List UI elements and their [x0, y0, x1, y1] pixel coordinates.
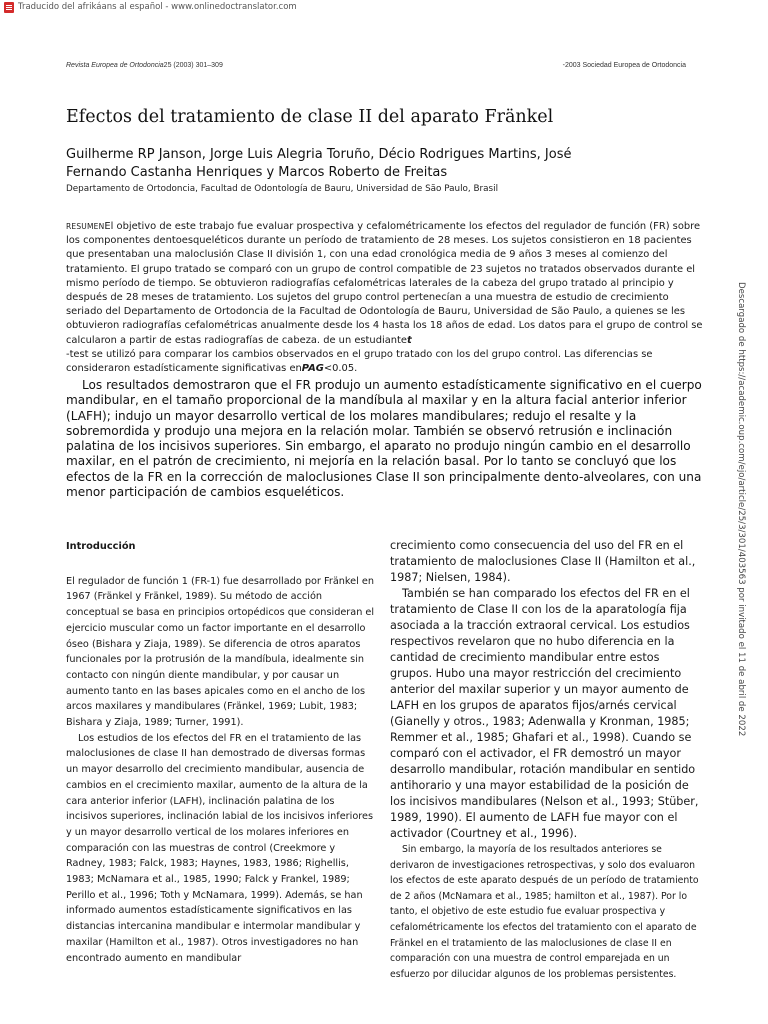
copyright-society: -2003 Sociedad Europea de Ortodoncia	[562, 62, 686, 69]
body-column-left	[66, 539, 376, 966]
intro-paragraph-1: El regulador de función 1 (FR-1) fue desarrollado por Fränkel en 1967 (Fränkel y Fränkel, 1989). Su método de acción conceptual se basa en principios ortopédicos que consideran el ejercicio muscular como un factor importante en el desarrollo óseo (Bishara y Ziaja, 1989). Se diferencia de otros aparatos funcionales por la protrusión de la mandíbula, idealmente sin contacto con ningún diente mandibular, y por causar un aumento tanto en las bases apicales como en el ancho de los arcos maxilares y mandibulares (Fränkel, 1969; Lubit, 1983; Bishara y Ziaja, 1989; Turner, 1991).	[66, 575, 375, 729]
abstract-text-c: <0.05.	[323, 363, 358, 375]
pdf-icon	[4, 2, 14, 13]
author-affiliation: Departamento de Ortodoncia, Facultad de Odontología de Bauru, Universidad de São Paulo, Brasil	[66, 184, 499, 194]
p-symbol: PAG	[301, 363, 324, 375]
intro-paragraph-3: crecimiento como consecuencia del uso del FR en el tratamiento de maloclusiones Clase II (Hamilton et al., 1987; Nielsen, 1984).	[390, 539, 696, 584]
journal-name: Revista Europea de Ortodoncia	[66, 62, 164, 69]
translator-link[interactable]: Traducido del afrikáans al español - www.onlinedoctranslator.com	[18, 2, 297, 12]
intro-paragraph-4: También se han comparado los efectos del FR en el tratamiento de Clase II con los de la aparatología fija asociada a la tracción extraoral cervical. Los estudios respectivos revelaron que no hubo diferencia en la cantidad de crecimiento mandibular entre estos grupos. Hubo una mayor restricción del crecimiento anterior del maxilar superior y un mayor aumento de LAFH en los grupos de aparatos fijos/arnés cervical (Gianelly y otros., 1983; Adenwalla y Kronman, 1985; Remmer et al., 1985; Ghafari et al., 1998). Cuando se comparó con el activador, el FR demostró un mayor desarrollo mandibular, rotación mandibular en sentido antihorario y una mayor estabilidad de la posición de los incisivos mandibulares (Nelson et al., 1993; Stüber, 1989, 1990). El aumento de LAFH fue mayor con el activador (Courtney et al., 1996).	[390, 587, 699, 840]
download-watermark: Descargado de https://academic.oup.com/ejo/article/25/3/301/403563 por invitado el 11 de abril de 2022	[736, 282, 746, 737]
abstract-text-a: El objetivo de este trabajo fue evaluar prospectiva y cefalométricamente los efectos del regulador de función (FR) sobre los componentes dentoesqueléticos durante un período de tratamiento de 28 meses. Los sujetos consistieron en 18 pacientes que presentaban una maloclusión Clase II división 1, con una edad cronológica media de 9 años 3 meses al comienzo del tratamiento. El grupo tratado se comparó con un grupo de control compatible de 23 sujetos no tratados observados durante el mismo período de tiempo. Se obtuvieron radiografías cefalométricas laterales de la cabeza del grupo tratado al principio y después de 28 meses de tratamiento. Los sujetos del grupo control pertenecían a una muestra de estudio de crecimiento seriado del Departamento de Ortodoncia de la Facultad de Odontología de Bauru, Universidad de São Paulo, a quienes se les obtuvieron radiografías cefalométricas anualmente desde los 4 hasta los 18 años de edad. Los datos para el grupo de control se calcularon a partir de estas radiografías de cabeza. de un estudiante	[66, 221, 703, 346]
journal-volume-pages: 25 (2003) 301–309	[163, 62, 223, 69]
author-list: Guilherme RP Janson, Jorge Luis Alegria Toruño, Décio Rodrigues Martins, José Fernando Castanha Henriques y Marcos Roberto de Freitas	[66, 147, 572, 180]
body-column-right	[390, 538, 700, 982]
journal-citation	[66, 62, 223, 69]
intro-paragraph-2: Los estudios de los efectos del FR en el tratamiento de las maloclusiones de clase II han demostrado de diversas formas un mayor desarrollo del crecimiento mandibular, ausencia de cambios en el crecimiento maxilar, aumento de la altura de la cara anterior inferior (LAFH), inclinación palatina de los incisivos superiores, inclinación labial de los incisivos inferiores y un mayor desarrollo vertical de los molares inferiores en comparación con las muestras de control (Creekmore y Radney, 1983; Falck, 1983; Haynes, 1983, 1986; Righellis, 1983; McNamara et al., 1985, 1990; Falck y Frankel, 1989; Perillo et al., 1996; Toth y McNamara, 1999). Además, se han informado aumentos estadísticamente significativos en las distancias intercanina mandibular e intermolar mandibular y maxilar (Hamilton et al., 1987). Otros investigadores no han encontrado aumento en mandibular	[66, 732, 374, 964]
abstract-paragraph-1	[66, 220, 706, 376]
abstract-text-b: -test se utilizó para comparar los cambios observados en el grupo tratado con los del grupo control. Las diferencias se consideraron estadísticamente significativas en	[66, 348, 653, 375]
abstract-paragraph-2: Los resultados demostraron que el FR produjo un aumento estadísticamente significativo en el cuerpo mandibular, en el tamaño proporcional de la mandíbula al maxilar y en la altura facial anterior inferior (LAFH); indujo un mayor desarrollo vertical de los molares mandibulares; redujo el resalte y la sobremordida y produjo una mejora en la relación molar. También se observó retrusión e inclinación palatina de los incisivos superiores. Sin embargo, el aparato no produjo ningún cambio en el desarrollo maxilar, en el patrón de crecimiento, ni mejoría en la relación basal. Por lo tanto se concluyó que los efectos de la FR en la corrección de maloclusiones Clase II son principalmente dento-alveolares, con una menor participación de cambios esqueléticos.	[66, 378, 702, 500]
translator-banner[interactable]	[0, 0, 297, 14]
intro-paragraph-5: Sin embargo, la mayoría de los resultados anteriores se derivaron de investigaciones retrospectivas, y solo dos evaluaron los efectos de este aparato después de un período de tratamiento de 2 años (McNamara et al., 1985; hamilton et al., 1987). Por lo tanto, el objetivo de este estudio fue evaluar prospectiva y cefalométricamente los efectos del tratamiento con el aparato de Fränkel en el tratamiento de las maloclusiones de clase II en comparación con una muestra de control emparejada en un esfuerzo por dilucidar algunos de los problemas persistentes.	[390, 844, 699, 980]
t-symbol: t	[406, 334, 412, 346]
article-title: Efectos del tratamiento de clase II del aparato Fränkel	[66, 107, 554, 127]
section-heading-introduction: Introducción	[66, 541, 136, 552]
abstract-label: RESUMEN	[66, 222, 105, 231]
